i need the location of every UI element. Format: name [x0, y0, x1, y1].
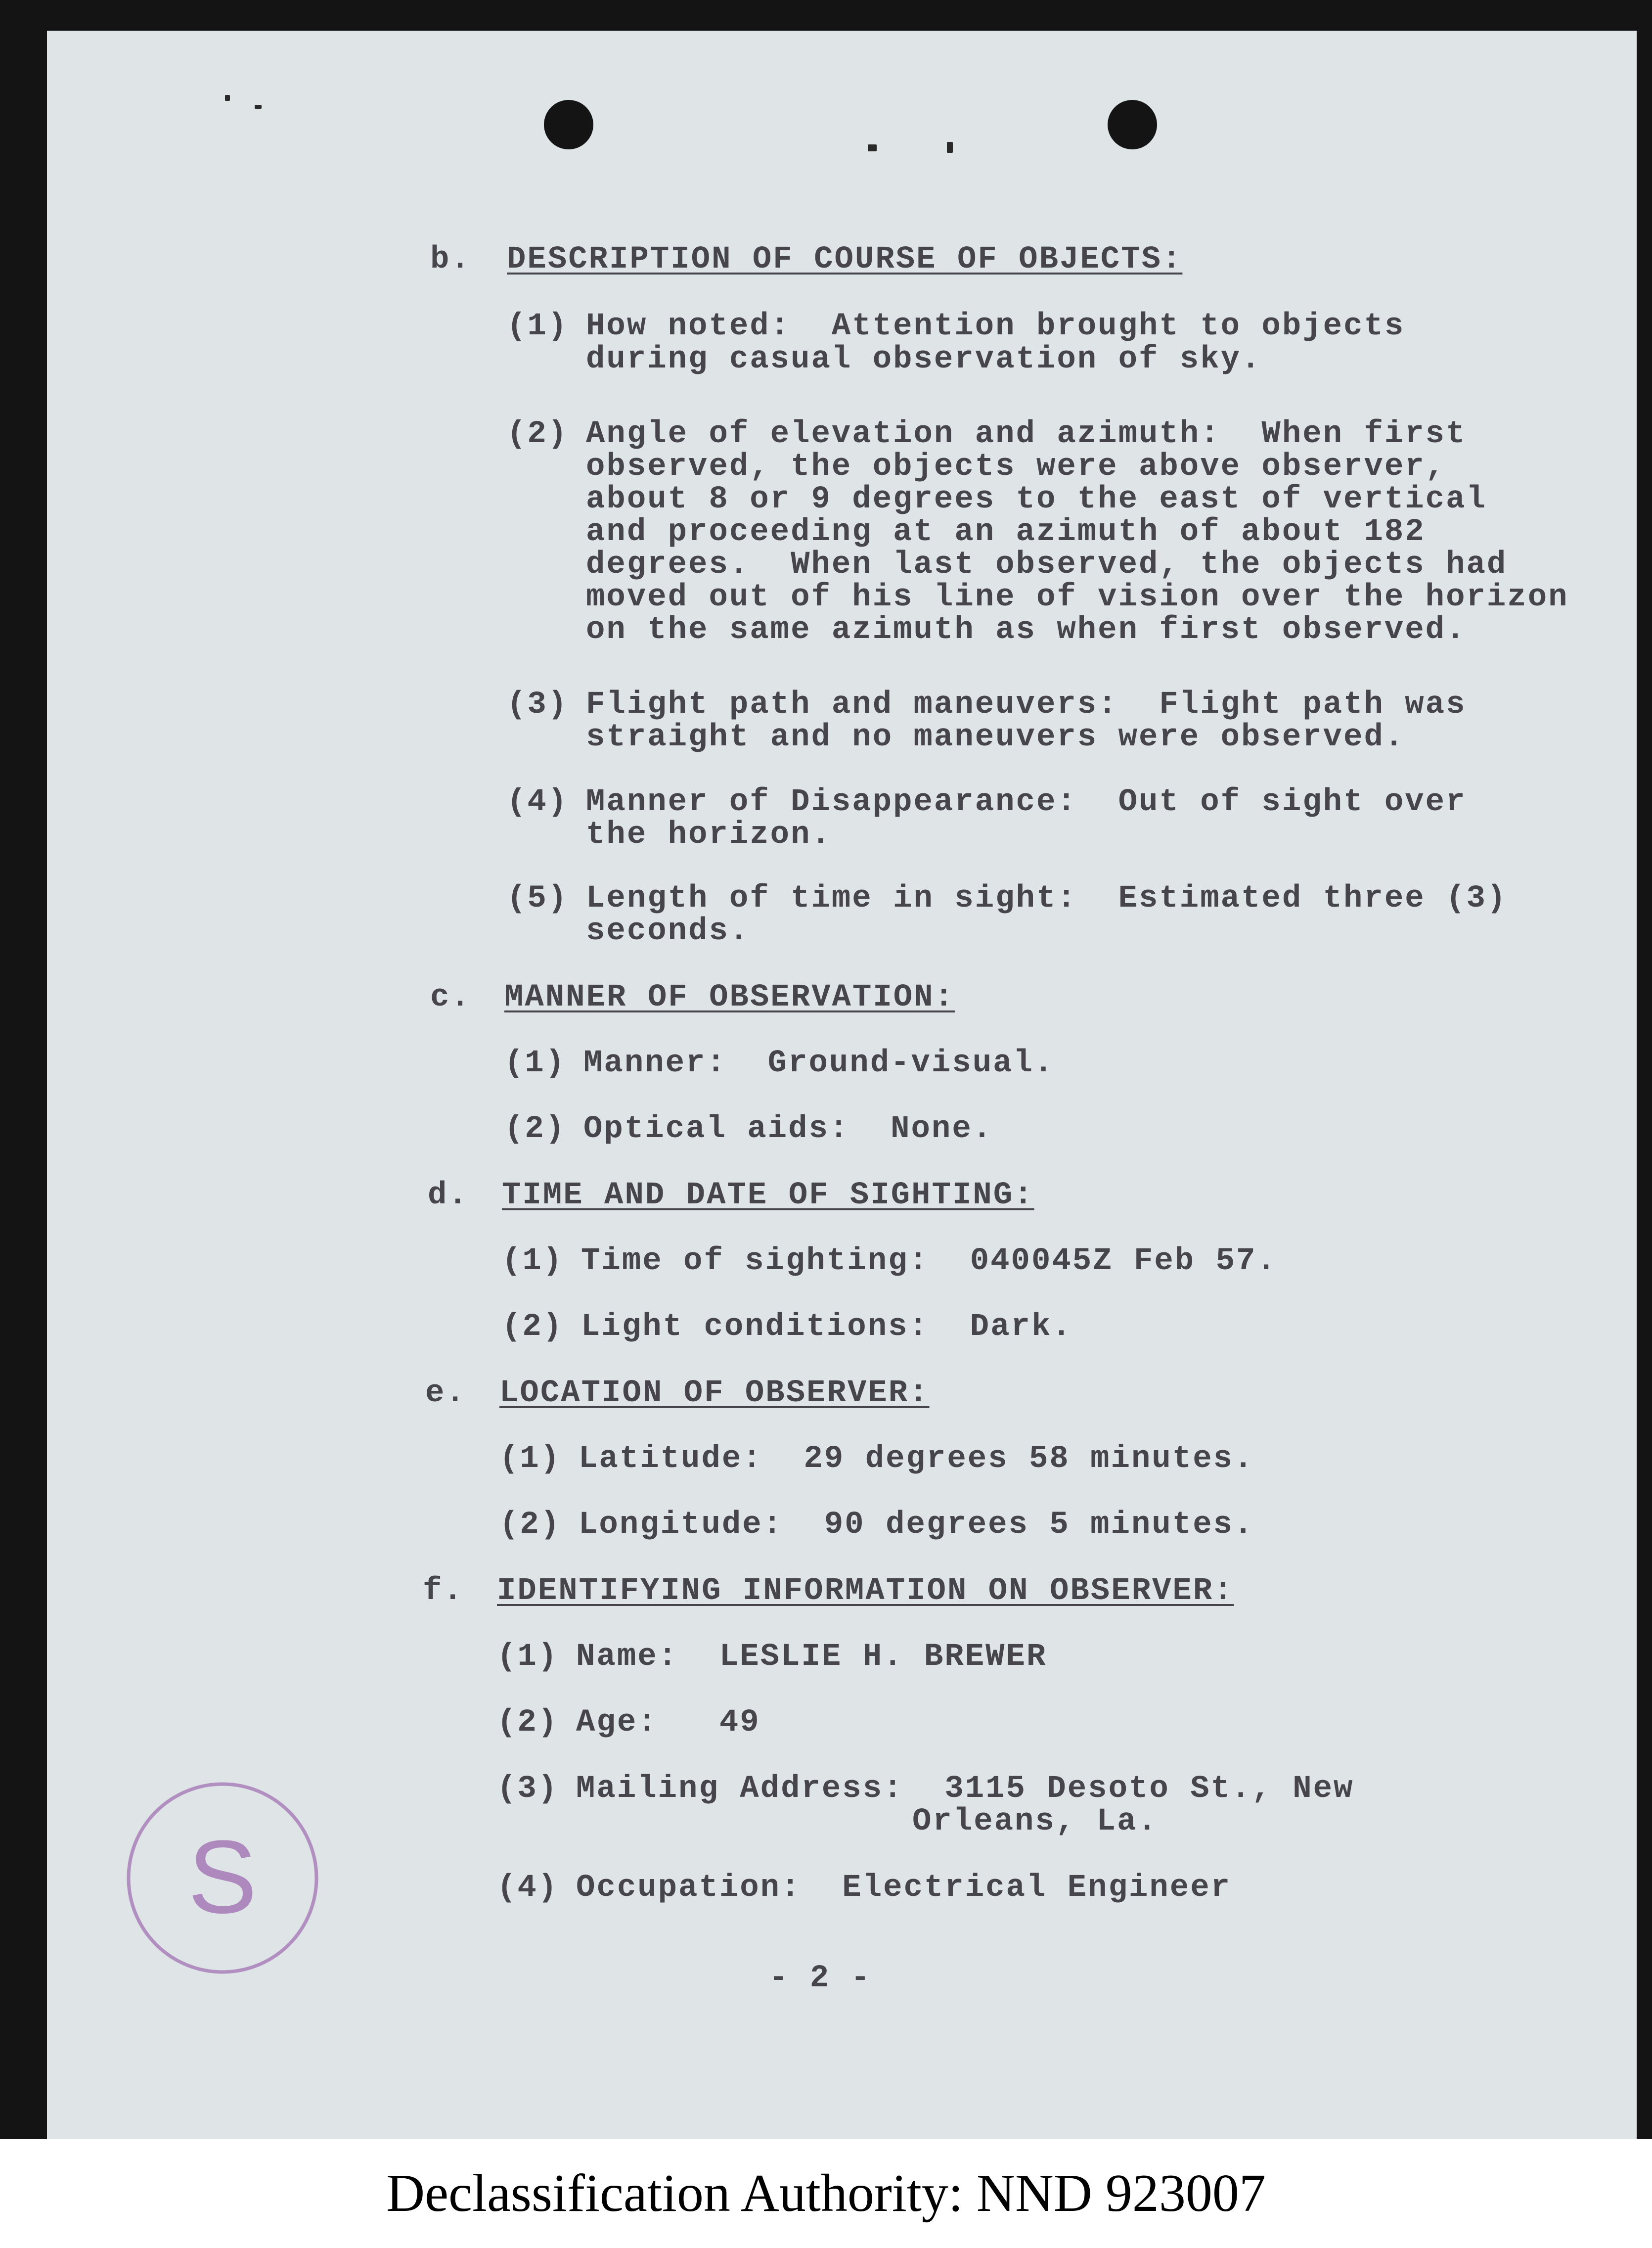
item-b5-line1: Length of time in sight: Estimated three (3): [586, 881, 1508, 917]
item-d1-text: Time of sighting: 040045Z Feb 57.: [581, 1243, 1277, 1279]
section-e-letter: e.: [425, 1376, 466, 1411]
item-b2-line4: and proceeding at an azimuth of about 182: [586, 514, 1426, 550]
item-b1-line2: during casual observation of sky.: [586, 342, 1262, 377]
item-b5-number: (5): [507, 881, 569, 917]
item-b4-line1: Manner of Disappearance: Out of sight over: [586, 784, 1467, 820]
document-page: [47, 31, 1637, 2139]
item-b4-number: (4): [507, 784, 569, 820]
item-d2-text: Light conditions: Dark.: [581, 1309, 1072, 1345]
item-f3-number: (3): [497, 1771, 559, 1807]
section-e-heading: LOCATION OF OBSERVER:: [499, 1376, 930, 1411]
item-f2-text: Age: 49: [576, 1705, 760, 1741]
item-f4-text: Occupation: Electrical Engineer: [576, 1870, 1231, 1906]
section-b-letter: b.: [430, 242, 471, 277]
item-e2-text: Longitude: 90 degrees 5 minutes.: [579, 1507, 1254, 1543]
item-b5-line2: seconds.: [586, 914, 750, 949]
item-e1-number: (1): [499, 1441, 561, 1477]
stamp-letter: S: [187, 1819, 258, 1935]
item-f1-text: Name: LESLIE H. BREWER: [576, 1639, 1047, 1675]
item-e1-text: Latitude: 29 degrees 58 minutes.: [579, 1441, 1254, 1477]
item-b2-line7: on the same azimuth as when first observed.: [586, 612, 1467, 648]
item-f4-number: (4): [497, 1870, 559, 1906]
dust-speck: [225, 95, 230, 101]
item-d1-number: (1): [502, 1243, 564, 1279]
item-b3-number: (3): [507, 687, 569, 723]
item-b3-line2: straight and no maneuvers were observed.: [586, 720, 1405, 755]
item-b2-number: (2): [507, 416, 569, 452]
item-b2-line5: degrees. When last observed, the objects had: [586, 547, 1508, 583]
punch-hole-left: [544, 100, 593, 149]
item-b4-line2: the horizon.: [586, 817, 832, 853]
item-b1-line1: How noted: Attention brought to objects: [586, 309, 1405, 344]
punch-hole-right: [1108, 100, 1157, 149]
item-f1-number: (1): [497, 1639, 559, 1675]
footer: [0, 2139, 1652, 2248]
item-c2-number: (2): [504, 1111, 566, 1147]
dust-speck: [868, 144, 877, 151]
section-f-heading: IDENTIFYING INFORMATION ON OBSERVER:: [497, 1573, 1234, 1609]
item-c1-number: (1): [504, 1046, 566, 1081]
section-d-heading: TIME AND DATE OF SIGHTING:: [502, 1178, 1034, 1213]
declassification-authority-text: Declassification Authority: NND 923007: [386, 2164, 1266, 2223]
section-d-letter: d.: [428, 1178, 469, 1213]
item-b2-line3: about 8 or 9 degrees to the east of vertical: [586, 482, 1487, 517]
section-c-heading: MANNER OF OBSERVATION:: [504, 980, 955, 1015]
classification-stamp: [121, 1777, 324, 1979]
item-d2-number: (2): [502, 1309, 564, 1345]
section-b-heading: DESCRIPTION OF COURSE OF OBJECTS:: [507, 242, 1183, 277]
item-c1-text: Manner: Ground-visual.: [583, 1046, 1055, 1081]
item-f3-line2: Orleans, La.: [912, 1804, 1158, 1839]
item-c2-text: Optical aids: None.: [583, 1111, 993, 1147]
item-e2-number: (2): [499, 1507, 561, 1543]
section-c-letter: c.: [430, 980, 471, 1015]
item-b2-line1: Angle of elevation and azimuth: When first: [586, 416, 1467, 452]
dust-speck: [255, 105, 262, 109]
item-f3-line1: Mailing Address: 3115 Desoto St., New: [576, 1771, 1354, 1807]
item-b2-line6: moved out of his line of vision over the horizon: [586, 580, 1569, 615]
dust-speck: [947, 142, 953, 153]
item-b1-number: (1): [507, 309, 569, 344]
page-number: - 2 -: [769, 1961, 872, 1996]
section-f-letter: f.: [423, 1573, 464, 1609]
item-b2-line2: observed, the objects were above observer,: [586, 449, 1446, 485]
item-f2-number: (2): [497, 1705, 559, 1741]
item-b3-line1: Flight path and maneuvers: Flight path was: [586, 687, 1467, 723]
